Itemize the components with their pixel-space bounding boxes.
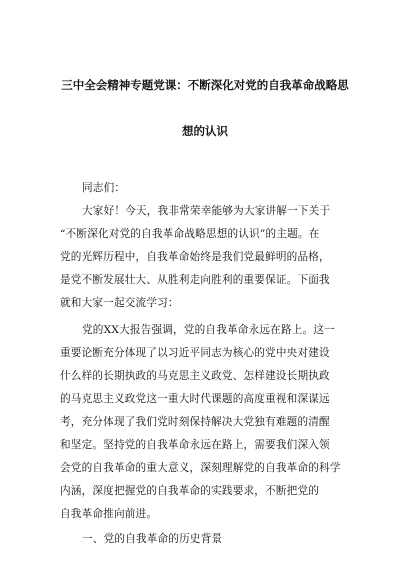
- paragraph-2-line-8: 内涵，深度把握党的自我革命的实践要求，不断把党的: [60, 485, 320, 497]
- document-title-line-2: 想的认识: [182, 124, 228, 138]
- paragraph-2-line-7: 会党的自我革命的重大意义，深刻理解党的自我革命的科学: [60, 462, 341, 474]
- salutation: 同志们：: [82, 182, 126, 194]
- paragraph-2-line-6: 和坚定。坚持党的自我革命永远在路上，需要我们深入领: [60, 439, 330, 451]
- paragraph-1-line-1: 大家好！今天，我非常荣幸能够为大家讲解一下关于: [82, 205, 331, 217]
- paragraph-2-line-1: 党的XX大报告强调，党的自我革命永远在路上。这一: [82, 324, 335, 336]
- section-heading-1: 一、党的自我革命的历史背景: [82, 533, 223, 545]
- paragraph-2-line-2: 重要论断充分体现了以习近平同志为核心的党中央对建设: [60, 347, 330, 359]
- paragraph-1-line-4: 是党不断发展壮大、从胜利走向胜利的重要保证。下面我: [60, 274, 330, 286]
- paragraph-1-line-3: 党的光辉历程中，自我革命始终是我们党最鲜明的品格，: [60, 251, 330, 263]
- paragraph-2-line-5: 考，充分体现了我们党时刻保持解决大党独有难题的清醒: [60, 416, 330, 428]
- paragraph-1-line-2: “不断深化对党的自我革命战略思想的认识”的主题。在: [60, 228, 320, 240]
- paragraph-1-line-5: 就和大家一起交流学习：: [60, 297, 179, 309]
- paragraph-2-line-3: 什么样的长期执政的马克思主义政党、怎样建设长期执政: [60, 370, 330, 382]
- paragraph-2-line-9: 自我革命推向前进。: [60, 508, 158, 520]
- document-title-line-1: 三中全会精神专题党课：不断深化对党的自我革命战略思: [61, 78, 349, 92]
- paragraph-2-line-4: 的马克思主义政党这一重大时代课题的高度重视和深谋远: [60, 393, 330, 405]
